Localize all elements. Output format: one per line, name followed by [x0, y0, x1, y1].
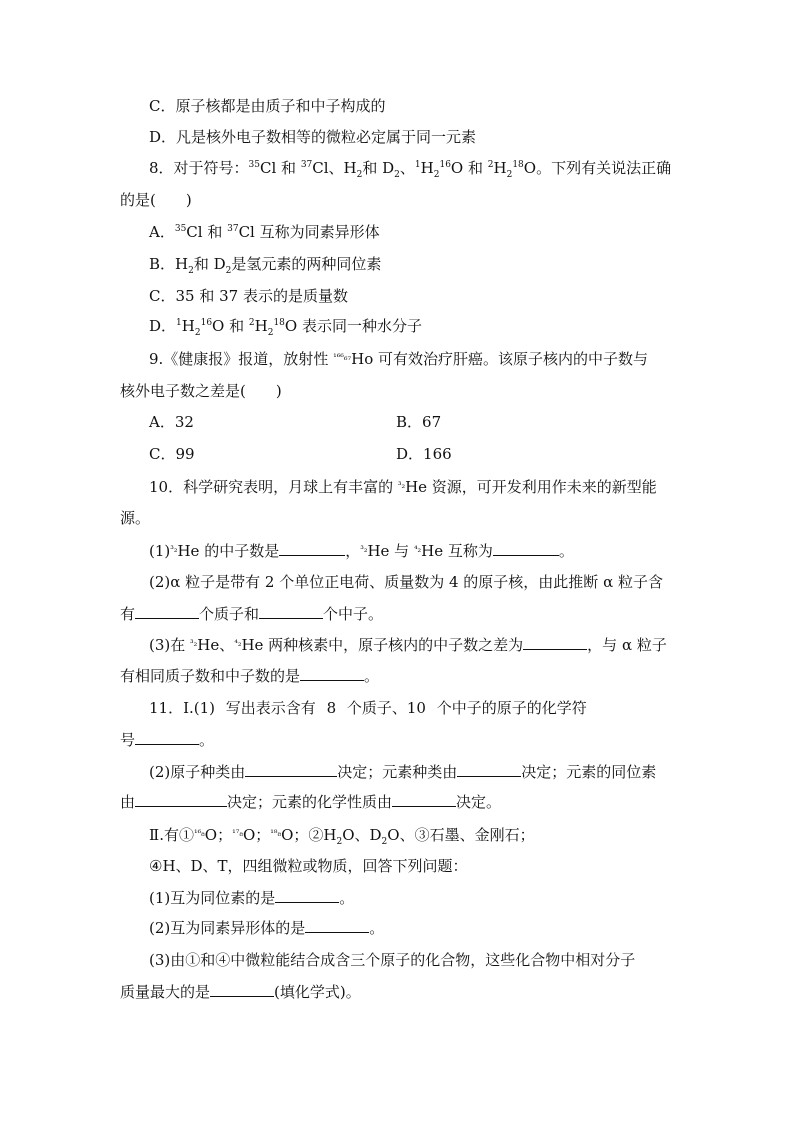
answer-blank[interactable] [275, 888, 339, 903]
subscript: 2 [356, 170, 363, 180]
nuclide-prefix: ⁴₂ [234, 639, 242, 649]
q9-option-text: D．166 [396, 445, 452, 463]
nuclide-prefix: ³₂ [190, 639, 198, 649]
mass-number: 18 [273, 318, 285, 328]
q9-stem-text: 核外电子数之差是( ) [120, 382, 282, 400]
q8-stem-text: 、 [399, 159, 415, 177]
q11-ii-q3 [149, 950, 635, 970]
q11-text: ④H、D、T，四组微粒或物质，回答下列问题： [149, 857, 468, 875]
subscript: 2 [267, 328, 274, 338]
nuclide-prefix: ³₂ [360, 545, 368, 555]
q10-stem-text: He 资源，可开发利用作未来的新型能 [405, 478, 657, 496]
q8-option-c [149, 286, 348, 306]
answer-blank[interactable] [457, 762, 521, 777]
q7-option-d-text: D．凡是核外电子数相等的微粒必定属于同一元素 [149, 128, 477, 146]
q9-option-b [396, 412, 441, 432]
q10-part1 [149, 540, 574, 561]
q8-stem [149, 158, 671, 178]
q9-option-text: C．99 [149, 445, 195, 463]
q11-text: O、D [342, 826, 382, 844]
q11-text: 决定。 [456, 793, 502, 811]
q11-text: O； [242, 826, 271, 844]
mass-number: 35 [248, 160, 260, 170]
q8-option-text: 和 D [193, 255, 226, 273]
q11-text: (2)互为同素异形体的是 [149, 919, 306, 937]
q11-text: (2)原子种类由 [149, 763, 246, 781]
subscript: 2 [225, 266, 232, 276]
nuclide-prefix: ⁴₂ [413, 545, 422, 555]
q11-text: O、③石墨、金刚石； [387, 826, 535, 844]
mass-number: 1 [176, 318, 182, 328]
q8-option-text: C．35 和 37 表示的是质量数 [149, 287, 348, 305]
q8-option-d [149, 316, 422, 336]
q11-text: 决定；元素的同位素 [521, 763, 657, 781]
q10-text: 。 [364, 667, 380, 685]
nuclide-prefix: ¹⁷₈ [232, 829, 243, 839]
q10-text: (1) [149, 542, 171, 560]
answer-blank[interactable] [245, 762, 337, 777]
mass-number: 37 [300, 160, 313, 170]
q11-part2 [149, 762, 656, 782]
subscript: 2 [506, 170, 513, 180]
q11-text: O； [204, 826, 233, 844]
q10-part2-line2 [120, 604, 383, 624]
q8-stem-text: 的是( ) [120, 191, 192, 209]
q8-option-text: A． [149, 223, 175, 241]
q8-stem-text: 和 D [362, 159, 395, 177]
q9-stem-line2 [120, 381, 282, 401]
q11-text: (填化学式)。 [274, 983, 361, 1001]
q8-option-text: H [181, 317, 195, 335]
answer-blank[interactable] [279, 541, 345, 556]
q8-stem-text: H [493, 159, 507, 177]
q8-option-text: H [254, 317, 268, 335]
q10-stem-text: 10．科学研究表明，月球上有丰富的 [149, 478, 398, 496]
q11-part2-line2 [120, 792, 501, 812]
q8-option-text: B．H [149, 255, 189, 273]
q11-text: 11．Ⅰ.(1) 写出表示含有 8 个质子、10 个中子的原子的化学符 [149, 699, 587, 717]
q11-text: 决定；元素的化学性质由 [227, 793, 393, 811]
q10-stem-line2 [120, 508, 150, 528]
q8-option-text: Cl 和 [186, 223, 228, 241]
q11-text: 由 [120, 793, 136, 811]
q11-text: O；②H [281, 826, 337, 844]
q8-option-a [149, 222, 380, 242]
mass-number: 2 [487, 160, 494, 170]
q9-option-a [149, 412, 194, 432]
q11-text: Ⅱ.有① [149, 826, 194, 844]
q8-option-text: D． [149, 317, 177, 335]
subscript: 2 [194, 328, 201, 338]
q8-option-text: O 和 [212, 317, 249, 335]
q8-stem-text: O 和 [450, 159, 488, 177]
answer-blank[interactable] [259, 604, 323, 619]
q7-option-c [149, 96, 385, 116]
nuclide-prefix: ³₂ [397, 481, 406, 491]
mass-number: 18 [512, 160, 524, 170]
mass-number: 16 [200, 318, 213, 328]
q11-ii-q3-line2 [120, 982, 361, 1002]
mass-number: 37 [227, 224, 239, 234]
q11-section-ii [149, 824, 535, 845]
q10-stem [149, 476, 657, 497]
mass-number: 35 [174, 224, 187, 234]
q8-option-text: 是氢元素的两种同位素 [231, 255, 382, 273]
answer-blank[interactable] [392, 792, 456, 807]
q8-stem-text: 8．对于符号： [149, 159, 249, 177]
q10-text: (2)α 粒子是带有 2 个单位正电荷、质量数为 4 的原子核，由此推断 α 粒子含 [149, 573, 663, 591]
q9-option-text: B．67 [396, 413, 442, 431]
q9-option-d [396, 444, 452, 464]
q8-option-text: O 表示同一种水分子 [284, 317, 422, 335]
q11-ii-q1 [149, 888, 354, 908]
subscript: 2 [336, 837, 343, 847]
q10-text: He 的中子数是 [177, 542, 280, 560]
q10-text: 。 [558, 542, 574, 560]
q10-text: He、 [197, 636, 235, 654]
q10-part2 [149, 572, 663, 592]
q11-stem [149, 698, 587, 718]
q8-stem-text: Cl、H [312, 159, 357, 177]
q10-part3-line2 [120, 666, 379, 686]
q8-option-text: Cl 互称为同素异形体 [238, 223, 380, 241]
q11-text: 。 [339, 889, 355, 907]
q10-text: 有相同质子数和中子数的是 [120, 667, 301, 685]
q11-text: 号 [120, 731, 136, 749]
q10-text: He 与 [367, 542, 414, 560]
q10-stem-text: 源。 [120, 509, 151, 527]
q7-option-d [149, 127, 476, 147]
nuclide-prefix: ¹⁸₈ [270, 829, 282, 839]
answer-blank[interactable] [300, 666, 364, 681]
q8-stem-text: H [420, 159, 434, 177]
answer-blank[interactable] [135, 792, 227, 807]
q11-section-ii-line2 [149, 856, 468, 876]
subscript: 2 [394, 170, 400, 180]
q9-option-c [149, 444, 195, 464]
q11-ii-q2 [149, 918, 384, 938]
q8-stem-line2 [120, 190, 192, 210]
nuclide-prefix: ³₂ [170, 545, 178, 555]
answer-blank[interactable] [135, 730, 199, 745]
q9-stem-text: Ho 可有效治疗肝癌。该原子核内的中子数与 [351, 350, 649, 368]
q10-text: 个中子。 [323, 605, 384, 623]
answer-blank[interactable] [523, 635, 587, 650]
q11-text: (3)由①和④中微粒能结合成含三个原子的化合物，这些化合物中相对分子 [149, 951, 636, 969]
answer-blank[interactable] [210, 982, 274, 997]
mass-number: 1 [414, 160, 421, 170]
q7-option-c-text: C．原子核都是由质子和中子构成的 [149, 97, 386, 115]
mass-number: 2 [248, 318, 255, 328]
q10-text: (3)在 [149, 636, 191, 654]
q11-text: 决定；元素种类由 [337, 763, 458, 781]
subscript: 2 [188, 266, 194, 276]
q9-stem [149, 348, 648, 369]
q10-text: He 互称为 [421, 542, 493, 560]
q11-stem-line2 [120, 730, 214, 750]
q10-text: 有 [120, 605, 136, 623]
nuclide-prefix: ¹⁶⁶₆₇ [333, 353, 352, 363]
mass-number: 16 [439, 160, 451, 170]
q11-text: 。 [369, 919, 385, 937]
answer-blank[interactable] [305, 918, 369, 933]
subscript: 2 [433, 170, 440, 180]
q11-text: 质量最大的是 [120, 983, 211, 1001]
q10-text: He 两种核素中，原子核内的中子数之差为 [241, 636, 524, 654]
q10-text: ，与 α 粒子 [587, 636, 667, 654]
q10-part3 [149, 634, 667, 655]
q10-text: ， [345, 542, 361, 560]
answer-blank[interactable] [135, 604, 199, 619]
q11-text: 。 [199, 731, 215, 749]
q8-stem-text: Cl 和 [260, 159, 301, 177]
subscript: 2 [381, 837, 388, 847]
answer-blank[interactable] [493, 541, 559, 556]
q9-stem-text: 9.《健康报》报道，放射性 [149, 350, 334, 368]
q9-option-text: A．32 [149, 413, 194, 431]
q8-option-b [149, 254, 381, 274]
q8-stem-text: O。下列有关说法正确 [523, 159, 672, 177]
nuclide-prefix: ¹⁶₈ [193, 829, 205, 839]
q11-text: (1)互为同位素的是 [149, 889, 276, 907]
q10-text: 个质子和 [199, 605, 260, 623]
